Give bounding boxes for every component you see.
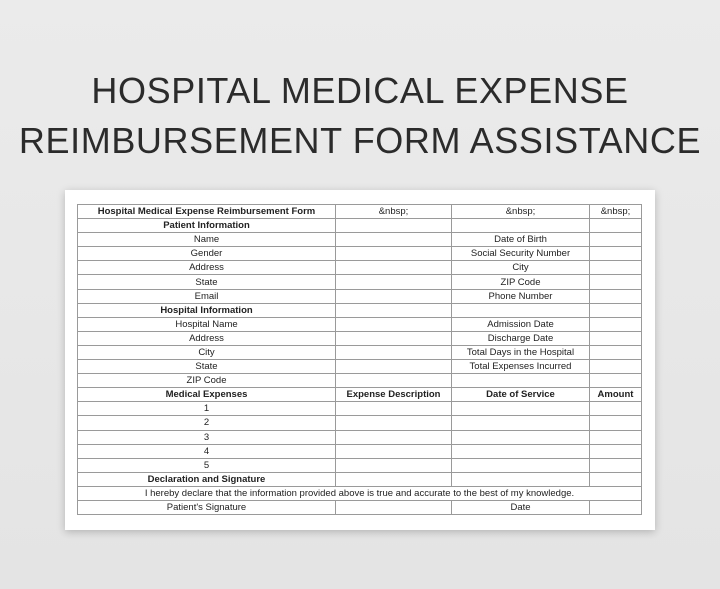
field-label: Total Expenses Incurred	[452, 360, 590, 374]
header-placeholder-cell: &nbsp;	[336, 205, 452, 219]
field-value-cell[interactable]	[590, 233, 642, 247]
field-value-cell[interactable]	[590, 402, 642, 416]
field-value-cell[interactable]	[336, 345, 452, 359]
form-sheet	[65, 190, 655, 530]
table-row	[78, 360, 642, 374]
table-row	[78, 374, 642, 388]
empty-cell	[452, 374, 590, 388]
empty-cell	[590, 374, 642, 388]
table-row	[78, 458, 642, 472]
field-value-cell[interactable]	[590, 261, 642, 275]
empty-cell	[590, 219, 642, 233]
declaration-row	[78, 486, 642, 500]
page-headline	[0, 66, 720, 166]
column-header-amount: Amount	[590, 388, 642, 402]
table-row	[78, 317, 642, 331]
section-row-hospital	[78, 303, 642, 317]
field-value-cell[interactable]	[336, 289, 452, 303]
expense-number: 2	[78, 416, 336, 430]
empty-cell	[590, 303, 642, 317]
table-row	[78, 275, 642, 289]
field-label: Patient's Signature	[78, 500, 336, 514]
field-value-cell[interactable]	[590, 360, 642, 374]
field-value-cell[interactable]	[336, 233, 452, 247]
field-label: Date of Birth	[452, 233, 590, 247]
table-row	[78, 430, 642, 444]
table-row	[78, 402, 642, 416]
field-value-cell[interactable]	[336, 402, 452, 416]
expense-number: 4	[78, 444, 336, 458]
empty-cell	[452, 472, 590, 486]
expenses-header-row	[78, 388, 642, 402]
field-value-cell[interactable]	[590, 430, 642, 444]
field-value-cell[interactable]	[452, 458, 590, 472]
field-label: State	[78, 275, 336, 289]
table-row	[78, 233, 642, 247]
empty-cell	[590, 472, 642, 486]
table-row	[78, 331, 642, 345]
signature-row	[78, 500, 642, 514]
field-label: ZIP Code	[78, 374, 336, 388]
section-title-hospital: Hospital Information	[78, 303, 336, 317]
field-value-cell[interactable]	[336, 247, 452, 261]
field-label: City	[78, 345, 336, 359]
field-label: City	[452, 261, 590, 275]
field-value-cell[interactable]	[590, 247, 642, 261]
date-field[interactable]	[590, 500, 642, 514]
expense-number: 1	[78, 402, 336, 416]
field-value-cell[interactable]	[590, 275, 642, 289]
field-value-cell[interactable]	[336, 360, 452, 374]
headline-line-1: HOSPITAL MEDICAL EXPENSE	[91, 70, 629, 111]
field-label: Discharge Date	[452, 331, 590, 345]
field-value-cell[interactable]	[336, 275, 452, 289]
expense-number: 3	[78, 430, 336, 444]
section-title-expenses: Medical Expenses	[78, 388, 336, 402]
form-header-row	[78, 205, 642, 219]
field-value-cell[interactable]	[336, 374, 452, 388]
field-value-cell[interactable]	[336, 430, 452, 444]
field-label: Email	[78, 289, 336, 303]
field-value-cell[interactable]	[590, 331, 642, 345]
section-row-patient	[78, 219, 642, 233]
field-value-cell[interactable]	[336, 317, 452, 331]
header-placeholder-cell: &nbsp;	[590, 205, 642, 219]
header-placeholder-cell: &nbsp;	[452, 205, 590, 219]
field-value-cell[interactable]	[590, 317, 642, 331]
section-title-declaration: Declaration and Signature	[78, 472, 336, 486]
column-header-expense-description: Expense Description	[336, 388, 452, 402]
field-value-cell[interactable]	[452, 444, 590, 458]
field-value-cell[interactable]	[336, 458, 452, 472]
declaration-text: I hereby declare that the information provided above is true and accurate to the best of my knowledge.	[78, 486, 642, 500]
empty-cell	[336, 303, 452, 317]
reimbursement-form-table	[77, 204, 642, 515]
signature-field[interactable]	[336, 500, 452, 514]
column-header-date-of-service: Date of Service	[452, 388, 590, 402]
field-label: Address	[78, 331, 336, 345]
field-label: ZIP Code	[452, 275, 590, 289]
form-title-cell: Hospital Medical Expense Reimbursement Form	[78, 205, 336, 219]
field-value-cell[interactable]	[590, 444, 642, 458]
table-row	[78, 247, 642, 261]
field-value-cell[interactable]	[590, 289, 642, 303]
empty-cell	[336, 472, 452, 486]
field-value-cell[interactable]	[590, 458, 642, 472]
field-value-cell[interactable]	[336, 444, 452, 458]
table-row	[78, 345, 642, 359]
table-row	[78, 289, 642, 303]
field-value-cell[interactable]	[590, 345, 642, 359]
field-value-cell[interactable]	[452, 402, 590, 416]
section-row-declaration	[78, 472, 642, 486]
field-value-cell[interactable]	[336, 331, 452, 345]
empty-cell	[452, 219, 590, 233]
field-label: Hospital Name	[78, 317, 336, 331]
field-label: Admission Date	[452, 317, 590, 331]
expense-number: 5	[78, 458, 336, 472]
field-label: Phone Number	[452, 289, 590, 303]
field-value-cell[interactable]	[336, 416, 452, 430]
field-label: Social Security Number	[452, 247, 590, 261]
empty-cell	[452, 303, 590, 317]
table-row	[78, 261, 642, 275]
field-label: Name	[78, 233, 336, 247]
headline-line-2: REIMBURSEMENT FORM ASSISTANCE	[18, 120, 702, 161]
field-label: Date	[452, 500, 590, 514]
field-value-cell[interactable]	[590, 416, 642, 430]
table-row	[78, 416, 642, 430]
field-value-cell[interactable]	[452, 430, 590, 444]
field-label: Address	[78, 261, 336, 275]
table-row	[78, 444, 642, 458]
field-label: State	[78, 360, 336, 374]
field-value-cell[interactable]	[336, 261, 452, 275]
section-title-patient: Patient Information	[78, 219, 336, 233]
field-value-cell[interactable]	[452, 416, 590, 430]
field-label: Total Days in the Hospital	[452, 345, 590, 359]
field-label: Gender	[78, 247, 336, 261]
empty-cell	[336, 219, 452, 233]
